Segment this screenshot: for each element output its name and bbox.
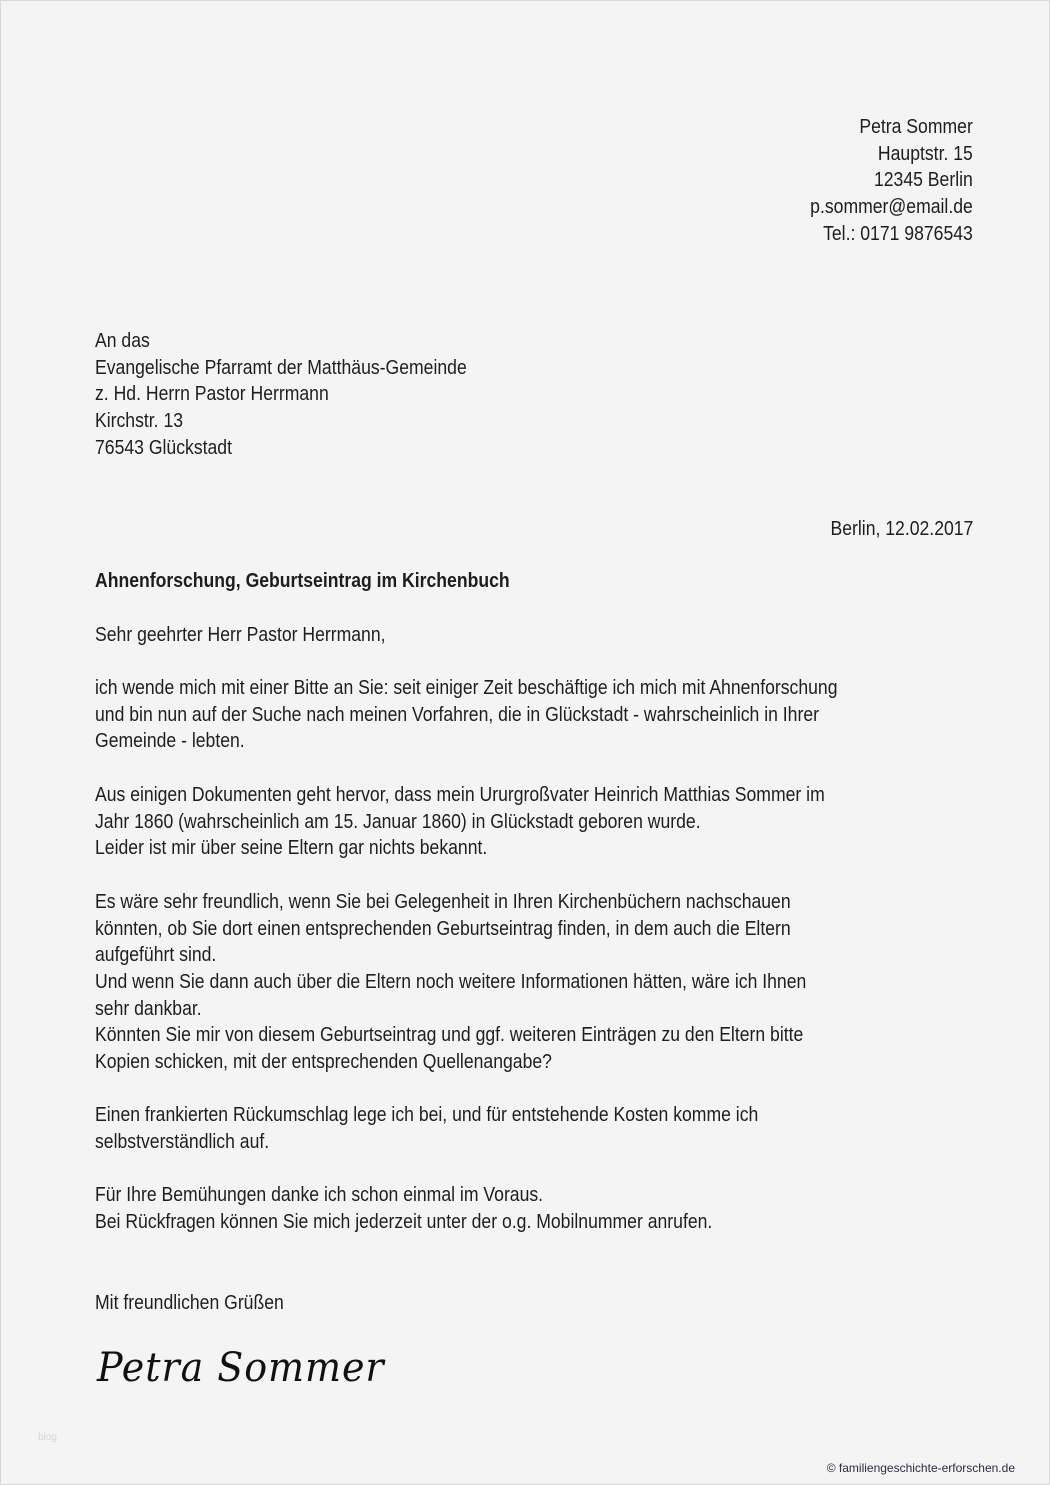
sender-email: p.sommer@email.de xyxy=(810,196,973,219)
paragraph-2 xyxy=(95,782,924,862)
salutation-text: Sehr geehrter Herr Pastor Herrmann, xyxy=(95,624,386,646)
body-line: Für Ihre Bemühungen danke ich schon einmal im Voraus. xyxy=(95,1184,544,1206)
sender-name: Petra Sommer xyxy=(859,116,973,138)
salutation xyxy=(95,622,425,649)
copyright-credit: © familiengeschichte-erforschen.de xyxy=(826,1461,1015,1475)
body-line: ich wende mich mit einer Bitte an Sie: seit einiger Zeit beschäftige ich mich mit Ahnenforschung xyxy=(95,677,838,699)
recipient-line: 76543 Glückstadt xyxy=(95,436,232,459)
closing-text: Mit freundlichen Grüßen xyxy=(95,1292,284,1314)
date-line xyxy=(811,516,973,543)
recipient-line: Evangelische Pfarramt der Matthäus-Gemeinde xyxy=(95,356,467,379)
paragraph-5 xyxy=(95,1182,796,1235)
body-line: Einen frankierten Rückumschlag lege ich bei, und für entstehende Kosten komme ich xyxy=(95,1104,759,1126)
sender-city: 12345 Berlin xyxy=(874,169,973,192)
sender-street: Hauptstr. 15 xyxy=(878,142,973,165)
paragraph-3 xyxy=(95,889,903,1076)
body-line: könnten, ob Sie dort einen entsprechenden Geburtseintrag finden, in dem auch die Eltern xyxy=(95,917,791,940)
body-line: Aus einigen Dokumenten geht hervor, dass mein Ururgroßvater Heinrich Matthias Sommer im xyxy=(95,784,825,806)
body-line: Gemeinde - lebten. xyxy=(95,730,245,753)
body-line: aufgeführt sind. xyxy=(95,944,217,967)
body-line: Und wenn Sie dann auch über die Eltern noch weitere Informationen hätten, wäre ich Ihnen xyxy=(95,971,807,994)
subject-text: Ahnenforschung, Geburtseintrag im Kirchenbuch xyxy=(95,570,510,592)
recipient-line: An das xyxy=(95,330,150,352)
subject xyxy=(95,568,566,595)
body-line: Bei Rückfragen können Sie mich jederzeit unter der o.g. Mobilnummer anrufen. xyxy=(95,1210,713,1233)
closing xyxy=(95,1290,310,1317)
recipient-address xyxy=(95,328,517,461)
body-line: selbstverständlich auf. xyxy=(95,1130,270,1153)
sender-address xyxy=(788,114,973,247)
paragraph-4 xyxy=(95,1102,849,1155)
recipient-line: z. Hd. Herrn Pastor Herrmann xyxy=(95,383,329,406)
body-line: Leider ist mir über seine Eltern gar nichts bekannt. xyxy=(95,837,488,860)
body-line: und bin nun auf der Suche nach meinen Vorfahren, die in Glückstadt - wahrscheinlich in Ihrer xyxy=(95,703,819,726)
body-line: Kopien schicken, mit der entsprechenden Quellenangabe? xyxy=(95,1051,552,1074)
signature: Petra Sommer xyxy=(97,1345,385,1391)
body-line: Es wäre sehr freundlich, wenn Sie bei Gelegenheit in Ihren Kirchenbüchern nachschauen xyxy=(95,891,791,913)
sender-phone: Tel.: 0171 9876543 xyxy=(823,222,973,245)
body-line: sehr dankbar. xyxy=(95,997,202,1020)
recipient-line: Kirchstr. 13 xyxy=(95,410,184,433)
paragraph-1 xyxy=(95,675,939,755)
body-line: Jahr 1860 (wahrscheinlich am 15. Januar 1860) in Glückstadt geboren wurde. xyxy=(95,810,701,833)
date: Berlin, 12.02.2017 xyxy=(830,518,973,540)
body-line: Könnten Sie mir von diesem Geburtseintrag und ggf. weiteren Einträgen zu den Eltern bitte xyxy=(95,1024,804,1047)
watermark: blog xyxy=(38,1432,57,1443)
